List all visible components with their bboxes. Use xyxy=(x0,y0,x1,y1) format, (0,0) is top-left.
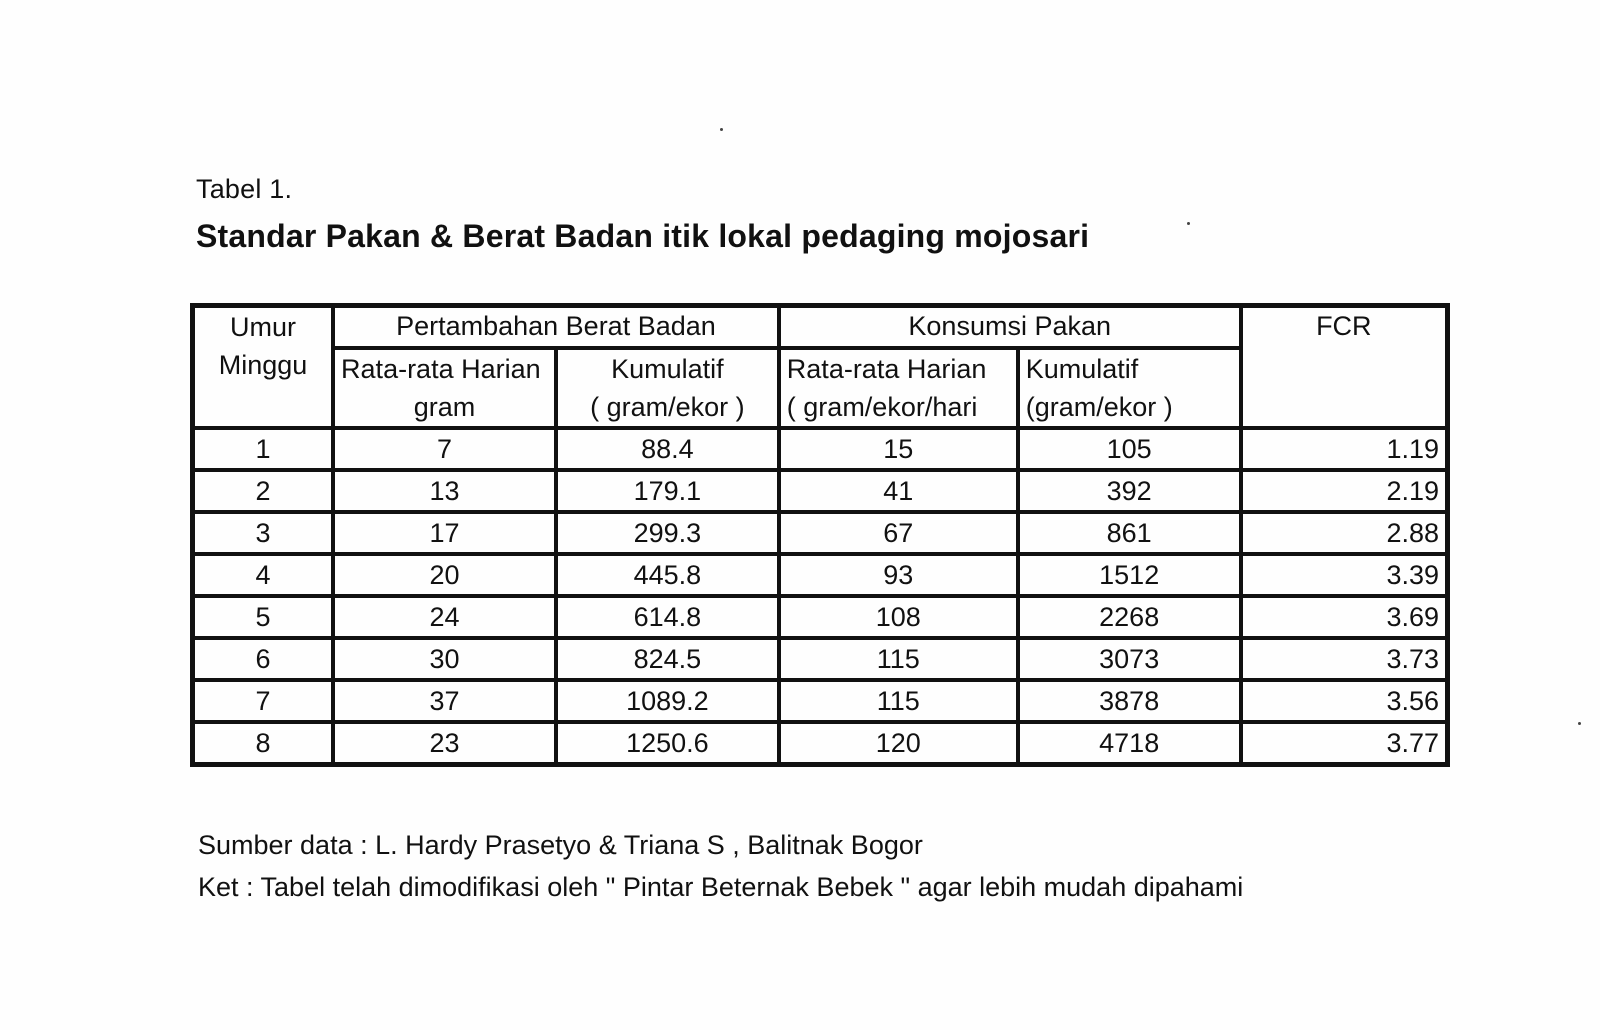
cell-feed-daily: 115 xyxy=(779,680,1018,722)
table-row xyxy=(193,722,1448,765)
cell-feed-cumulative: 3073 xyxy=(1018,638,1241,680)
cell-feed-cumulative: 1512 xyxy=(1018,554,1241,596)
cell-feed-daily: 115 xyxy=(779,638,1018,680)
cell-weight-cumulative: 1089.2 xyxy=(556,680,779,722)
cell-feed-daily: 108 xyxy=(779,596,1018,638)
cell-fcr: 3.56 xyxy=(1241,680,1448,722)
cell-week: 6 xyxy=(193,638,334,680)
table-body xyxy=(193,428,1448,765)
cell-feed-cumulative: 392 xyxy=(1018,470,1241,512)
table-row xyxy=(193,470,1448,512)
header-feed-cumulative: Kumulatif (gram/ekor ) xyxy=(1018,348,1241,428)
cell-week: 8 xyxy=(193,722,334,765)
cell-weight-daily: 17 xyxy=(333,512,556,554)
cell-fcr: 2.19 xyxy=(1241,470,1448,512)
cell-week: 4 xyxy=(193,554,334,596)
table-row xyxy=(193,680,1448,722)
cell-weight-daily: 20 xyxy=(333,554,556,596)
cell-weight-daily: 23 xyxy=(333,722,556,765)
cell-week: 5 xyxy=(193,596,334,638)
cell-feed-daily: 93 xyxy=(779,554,1018,596)
cell-feed-daily: 41 xyxy=(779,470,1018,512)
table-row xyxy=(193,512,1448,554)
cell-weight-cumulative: 614.8 xyxy=(556,596,779,638)
scan-speck xyxy=(720,128,723,131)
modification-note: Ket : Tabel telah dimodifikasi oleh " Pintar Beternak Bebek " agar lebih mudah dipahami xyxy=(198,872,1244,902)
header-weight-daily: Rata-rata Harian gram xyxy=(333,348,556,428)
feed-weight-table xyxy=(190,303,1450,767)
header-row-groups xyxy=(193,306,1448,349)
header-weight-cumulative: Kumulatif ( gram/ekor ) xyxy=(556,348,779,428)
cell-feed-daily: 15 xyxy=(779,428,1018,470)
cell-week: 3 xyxy=(193,512,334,554)
table-row xyxy=(193,554,1448,596)
source-note: Sumber data : L. Hardy Prasetyo & Triana S , Balitnak Bogor xyxy=(198,830,923,860)
cell-weight-cumulative: 88.4 xyxy=(556,428,779,470)
cell-fcr: 2.88 xyxy=(1241,512,1448,554)
cell-feed-cumulative: 2268 xyxy=(1018,596,1241,638)
header-group-weight: Pertambahan Berat Badan xyxy=(333,306,779,349)
cell-fcr: 3.39 xyxy=(1241,554,1448,596)
table-row xyxy=(193,638,1448,680)
cell-weight-cumulative: 445.8 xyxy=(556,554,779,596)
cell-weight-cumulative: 1250.6 xyxy=(556,722,779,765)
cell-weight-daily: 37 xyxy=(333,680,556,722)
scan-speck xyxy=(1578,722,1581,725)
cell-weight-daily: 13 xyxy=(333,470,556,512)
cell-fcr: 3.77 xyxy=(1241,722,1448,765)
cell-weight-cumulative: 299.3 xyxy=(556,512,779,554)
header-feed-daily: Rata-rata Harian ( gram/ekor/hari xyxy=(779,348,1018,428)
scan-speck xyxy=(1187,222,1190,225)
cell-week: 2 xyxy=(193,470,334,512)
cell-weight-cumulative: 179.1 xyxy=(556,470,779,512)
cell-feed-cumulative: 4718 xyxy=(1018,722,1241,765)
cell-week: 1 xyxy=(193,428,334,470)
cell-feed-cumulative: 861 xyxy=(1018,512,1241,554)
header-umur: Umur Minggu xyxy=(193,306,334,429)
table-label: Tabel 1. xyxy=(196,174,293,204)
table-title: Standar Pakan & Berat Badan itik lokal pedaging mojosari xyxy=(196,218,1090,254)
cell-fcr: 3.73 xyxy=(1241,638,1448,680)
cell-weight-daily: 30 xyxy=(333,638,556,680)
table-row xyxy=(193,596,1448,638)
cell-feed-cumulative: 3878 xyxy=(1018,680,1241,722)
cell-fcr: 1.19 xyxy=(1241,428,1448,470)
cell-week: 7 xyxy=(193,680,334,722)
cell-feed-daily: 120 xyxy=(779,722,1018,765)
cell-weight-daily: 7 xyxy=(333,428,556,470)
header-group-feed: Konsumsi Pakan xyxy=(779,306,1241,349)
table-row xyxy=(193,428,1448,470)
cell-feed-cumulative: 105 xyxy=(1018,428,1241,470)
cell-feed-daily: 67 xyxy=(779,512,1018,554)
header-fcr: FCR xyxy=(1241,306,1448,429)
cell-weight-daily: 24 xyxy=(333,596,556,638)
cell-fcr: 3.69 xyxy=(1241,596,1448,638)
cell-weight-cumulative: 824.5 xyxy=(556,638,779,680)
